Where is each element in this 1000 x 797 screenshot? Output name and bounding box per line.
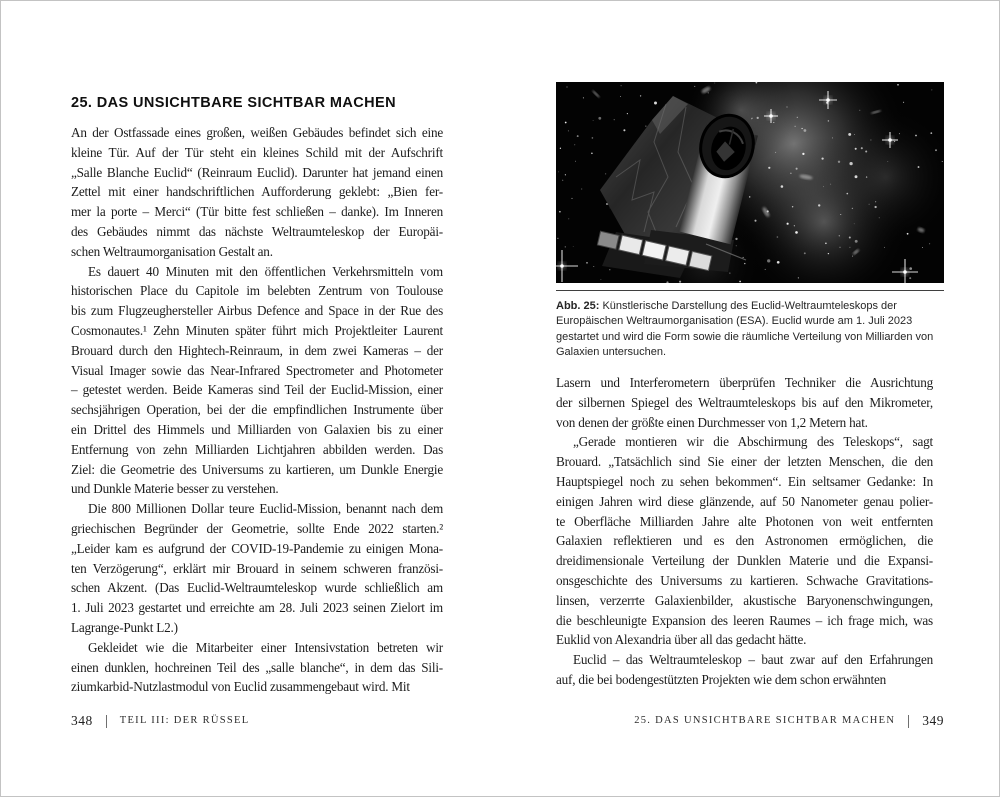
running-title-right: 25. DAS UNSICHTBARE SICHTBAR MACHEN: [634, 715, 896, 726]
body-line: ten Verzögerung“, erklärt mir Brouard in seinem schweren französi-: [71, 560, 443, 576]
body-line: Zettel mit einer handschriftlichen Aufforderung geklebt: „Bien fer-: [71, 184, 443, 200]
caption-rule: [556, 290, 944, 291]
body-paragraph: [556, 373, 933, 432]
running-title-left: TEIL III: DER RÜSSEL: [119, 715, 250, 726]
body-line: und Dunkle Materie besser zu verstehen.: [71, 481, 279, 497]
body-paragraph: [71, 638, 443, 697]
right-page-footer: [634, 712, 944, 730]
body-line: linsen, verzerrte Galaxienbilder, akustische Baryonenschwingungen,: [556, 592, 933, 608]
body-line: Entfernung von zehn Milliarden Lichtjahren abbilden werden. Das: [71, 441, 443, 457]
body-line: die beschleunigte Expansion des leeren Raumes – ich frage mich, was: [556, 612, 933, 628]
body-paragraph: [71, 123, 443, 262]
body-line: schen Weltraumorganisation Gestalt an.: [71, 243, 273, 259]
body-line: schen Akzent. (Das Euclid-Weltraumteleskop wurde schließlich am: [71, 580, 443, 596]
body-paragraph: [556, 432, 933, 650]
body-line: Brouard durch den Hightech-Reinraum, in dem zwei Kameras – der: [71, 342, 443, 358]
body-line: mer la porte – Merci“ (Tür bitte fest schließen – danke). Im Inneren: [71, 204, 443, 220]
body-line: einigen Jahren wird diese glänzende, auf 50 Nanometer genau polier-: [556, 493, 933, 509]
body-line: Euklid von Alexandria über all das gedacht hätte.: [556, 632, 807, 648]
body-paragraph: [556, 650, 933, 690]
body-line: kleine Tür. Auf der Tür steht ein kleines Schild mit der Aufschrift: [71, 144, 443, 160]
body-line: An der Ostfassade eines großen, weißen Gebäudes befindet sich eine: [71, 125, 443, 140]
body-line: Euclid – das Weltraumteleskop – baut zwar auf den Erfahrungen: [573, 652, 933, 668]
caption-text: Künstlerische Darstellung des Euclid-Weltraumteleskops der Europäischen Weltraumorganisation (ESA). Euclid wurde am 1. Juli 2023 gestartet und wird die Form sowie die räumliche Verteilung von Milliarden von Galaxien untersuchen.: [556, 300, 934, 358]
body-line: Hauptspiegel noch zu sehen bekommen“. Ein seltsamer Gedanke: In: [556, 473, 933, 489]
body-line: Brouard. „Tatsächlich sind Sie einer der letzten Menschen, die den: [556, 454, 933, 470]
body-line: Gekleidet wie die Mitarbeiter einer Intensivstation betreten wir: [88, 639, 443, 655]
body-paragraph: [71, 262, 443, 500]
left-page-footer: [71, 712, 249, 730]
left-page-body: [71, 123, 443, 697]
body-line: ziumkarbid-Nutzlastmodul von Euclid zusammengebaut wird. Mit: [71, 679, 410, 695]
page-number-right: 349: [922, 713, 944, 728]
body-line: „Salle Blanche Euclid“ (Reinraum Euclid). Darunter hat jemand einen: [71, 164, 443, 180]
body-line: „Leider kam es aufgrund der COVID-19-Pandemie zu einigen Mona-: [71, 540, 443, 556]
body-line: „Gerade montieren wir die Abschirmung des Teleskops“, sagt: [573, 434, 933, 450]
body-line: Es dauert 40 Minuten mit den öffentlichen Verkehrsmitteln vom: [88, 263, 443, 279]
body-line: Die 800 Millionen Dollar teure Euclid-Mission, benannt nach dem: [88, 501, 443, 517]
body-line: Visual Imager sowie das Near-Infrared Spectrometer and Photometer: [71, 362, 443, 378]
body-line: – getestet werden. Beide Kameras sind Teil der Euclid-Mission, einer: [71, 382, 443, 398]
body-line: historischen Place du Capitole im belebten Zentrum von Toulouse: [71, 283, 443, 299]
footer-divider: [908, 715, 909, 728]
body-line: einen dunklen, hochreinen Teil des „salle blanche“, in dem das Sili-: [71, 659, 443, 675]
caption-label: Abb. 25:: [556, 300, 600, 312]
body-line: 1. Juli 2023 gestartet und erreichte am 28. Juli 2023 seinen Zielort im: [71, 600, 443, 616]
figure-caption: [556, 299, 944, 360]
body-line: griechischen Begründer der Geometrie, sollte Ende 2022 starten.²: [71, 520, 443, 536]
body-line: onsgeschichte des Universums zu kartieren. Schwache Gravitations-: [556, 572, 933, 588]
body-line: dreidimensionale Verteilung der Dunklen Materie und die Expansi-: [556, 553, 933, 569]
body-line: der silbernen Spiegel des Weltraumteleskops bis auf den Mikrometer,: [556, 394, 933, 410]
footer-divider: [106, 715, 107, 728]
figure-block: [556, 82, 944, 360]
body-line: des Gebäudes nimmt das nächste Weltraumteleskop der Europäi-: [71, 223, 443, 239]
body-line: von denen der größte einen Durchmesser von 1,2 Metern hat.: [556, 414, 868, 430]
body-line: Ziel: die Geometrie des Universums zu kartieren, um Dunkle Energie: [71, 461, 443, 477]
body-line: te Oberfläche Milliarden Jahre alte Photonen von weit entfernten: [556, 513, 933, 529]
chapter-heading: 25. DAS UNSICHTBARE SICHTBAR MACHEN: [71, 94, 396, 111]
body-paragraph: [71, 499, 443, 638]
body-line: sechsjährigen Operation, bei der die empfindlichen Instrumente über: [71, 402, 443, 418]
body-line: auf, die bei bodengestützten Projekten wie dem schon erwähnten: [556, 671, 886, 687]
body-line: Galaxien reflektieren und es den Astronomen ermöglichen, die: [556, 533, 933, 549]
euclid-telescope-image: [556, 82, 944, 283]
page-number-left: 348: [71, 713, 93, 728]
body-line: Cosmonautes.¹ Zehn Minuten später führt mich Projektleiter Laurent: [71, 322, 443, 338]
right-page-body: [556, 373, 933, 690]
body-line: Lagrange-Punkt L2.): [71, 619, 178, 635]
body-line: ein Drittel des Himmels und Milliarden von Galaxien bis zu einer: [71, 421, 443, 437]
body-line: Lasern und Interferometern überprüfen Techniker die Ausrichtung: [556, 375, 933, 390]
body-line: bis zum Flugzeughersteller Airbus Defence and Space in der Rue des: [71, 303, 443, 319]
